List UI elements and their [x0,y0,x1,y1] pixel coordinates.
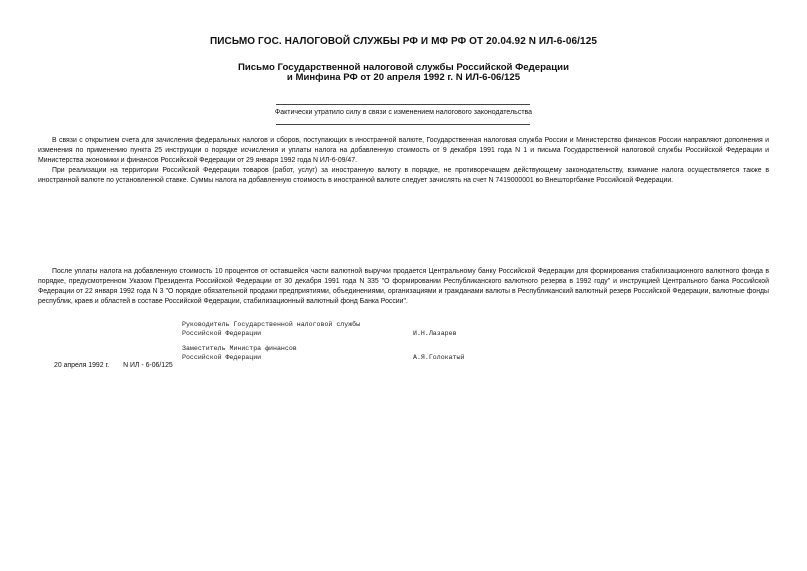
signature-2-position-line1: Заместитель Министра финансов [182,345,297,352]
footer-number: N ИЛ - 6-06/125 [123,362,173,369]
footer-date: 20 апреля 1992 г. [54,362,110,369]
document-title: ПИСЬМО ГОС. НАЛОГОВОЙ СЛУЖБЫ РФ И МФ РФ ОТ 20.04.92 N ИЛ-6-06/125 [209,36,598,47]
signature-1-position-line2: Российской Федерации [182,330,262,337]
signature-2-name: А.Я.Голокатый [413,354,465,361]
signature-1-name: И.Н.Лазарев [413,330,457,337]
signature-1-position-line1: Руководитель Государственной налоговой службы [182,321,361,328]
paragraph-1: В связи с открытием счета для зачисления федеральных налогов и сборов, поступающих в иностранной валюте, Государственная налоговая служба России и Министерство финансов России направляют дополнения и изменения по применению пункта 25 инструкции о порядке исчисления и уплаты налога на добавленную стоимость от 9 декабря 1991 года N 1 и письма Государственной налоговой службы Российской Федерации и Министерства экономики и финансов Российской Федерации от 29 января 1992 года N ИЛ-6-09/47. [38,137,769,164]
status-note: Фактически утратило силу в связи с изменением налогового законодательства [274,109,533,116]
document-subtitle-line1: Письмо Государственной налоговой службы Российской Федерации [238,62,569,73]
signature-2-position-line2: Российской Федерации [182,354,262,361]
paragraph-3: После уплаты налога на добавленную стоимость 10 процентов от оставшейся части валютной выручки продается Центральному банку Российской Федерации для формирования стабилизационного валютного фонда в порядке, предусмотренном Указом Президента Российской Федерации от 30 декабря 1991 года N 335 "О формировании Республиканского валютного резерва в 1992 году" и инструкцией Центрального банка Российской Федерации от 22 января 1992 года N 3 "О порядке обязательной продажи предприятиями, объединениями, организациями и гражданами валюты в Республиканский валютный резерв Российской Федерации, валютные фонды республик, краев и областей в составе Российской Федерации, стабилизационный валютный фонд Банка России". [38,268,769,305]
divider-bottom [276,124,530,125]
document-subtitle-line2: и Минфина РФ от 20 апреля 1992 г. N ИЛ-6-06/125 [286,72,521,83]
document-footer [54,362,173,369]
paragraph-2: При реализации на территории Российской Федерации товаров (работ, услуг) за иностранную валюту в порядке, не противоречащем действующему законодательству, взимание налога осуществляется также в иностранной валюте по установленной ставке. Суммы налога на добавленную стоимость в иностранной валюте следует зачислять на счет N 7419000001 во Внешторгбанке Российской Федерации. [38,167,769,184]
divider-top [276,104,530,105]
